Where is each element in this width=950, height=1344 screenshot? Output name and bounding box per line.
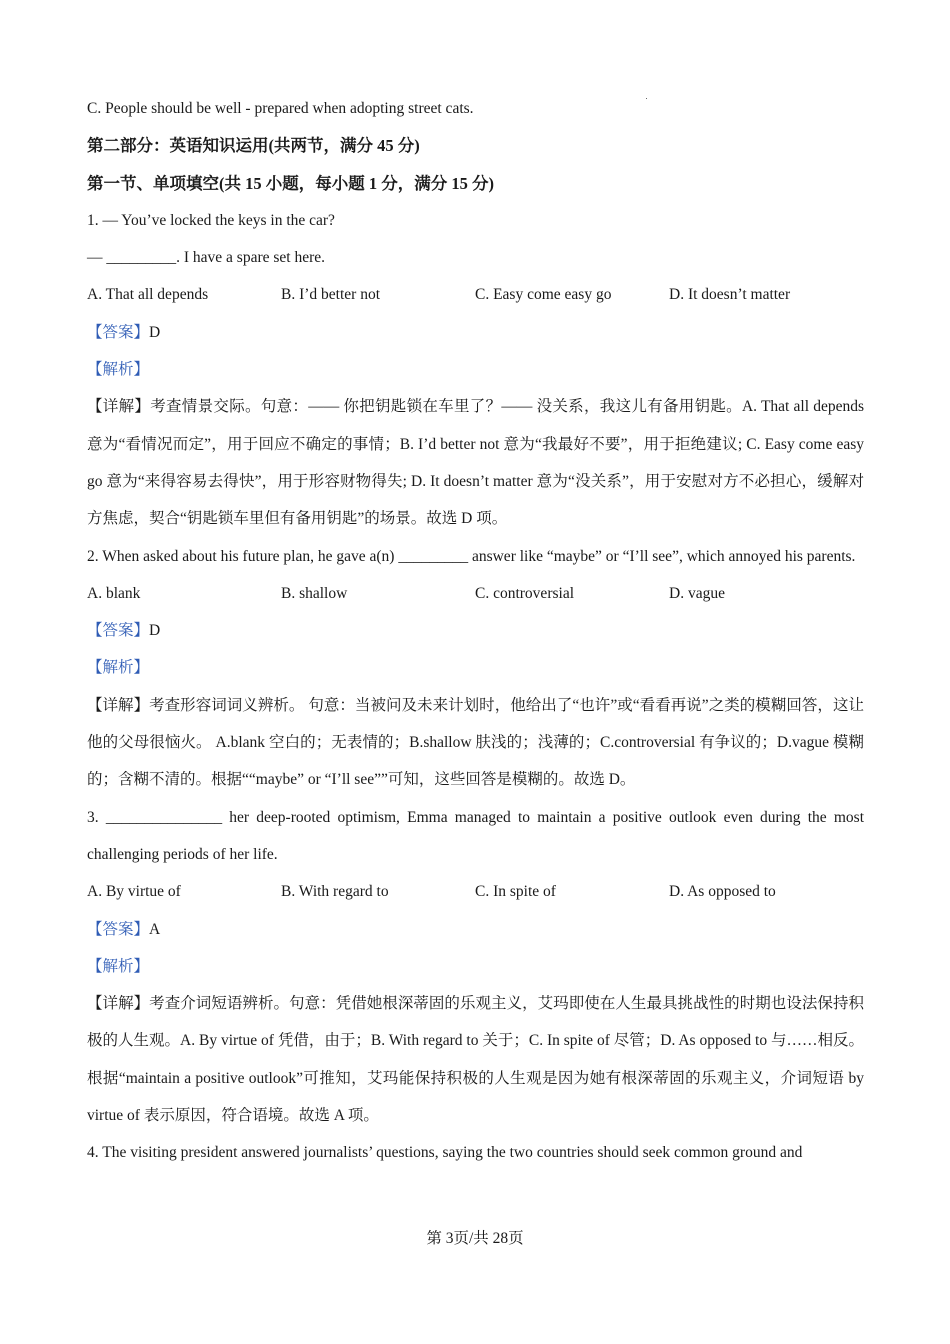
q1-detail xyxy=(87,388,864,537)
q3-answer xyxy=(87,911,864,948)
section1-heading: 第一节、单项填空(共 15 小题，每小题 1 分，满分 15 分) xyxy=(87,173,494,193)
q1-line1: 1. — You’ve locked the keys in the car? xyxy=(87,211,335,229)
q3-detail-text: 考查介词短语辨析。句意：凭借她根深蒂固的乐观主义，艾玛即使在人生最具挑战性的时期也设法保持积极的人生观。A. By virtue of 凭借，由于；B. With regard to 关于；C. In spite of 尽管；D. As opposed to 与……相反。根据“maintain a positive outlook”可推知，艾玛能保持积极的人生观是因为她有根深蒂固的乐观主义，介词短语 by virtue of 表示原因，符合语境。故选 A 项。 xyxy=(87,995,864,1125)
q1-option-a: A. That all depends xyxy=(87,286,209,304)
q1-answer-value: D xyxy=(149,323,161,341)
q3-detail xyxy=(87,985,864,1134)
detail-label: 【详解】 xyxy=(87,398,151,416)
answer-label: 【答案】 xyxy=(87,323,150,341)
q1-detail-text: 考查情景交际。句意：—— 你把钥匙锁在车里了？—— 没关系，我这儿有备用钥匙。A. That all depends 意为“看情况而定”，用于回应不确定的事情；B. I’d better not 意为“我最好不要”，用于拒绝建议; C. Easy come easy go 意为“来得容易去得快”，用于形容财物得失; D. It doesn’t matter 意为“没关系”，用于安慰对方不必担心，缓解对方焦虑，契合“钥匙锁车里但有备用钥匙”的场景。故选 D 项。 xyxy=(87,398,864,528)
document-page xyxy=(87,90,864,1172)
q2-answer-value: D xyxy=(149,622,161,640)
q1-option-d: D. It doesn’t matter xyxy=(669,286,791,304)
q3-analysis-label: 【解析】 xyxy=(87,957,150,975)
part2-heading: 第二部分：英语知识运用(共两节，满分 45 分) xyxy=(87,136,420,156)
q1-option-b: B. I’d better not xyxy=(281,286,381,304)
q3-option-a: A. By virtue of xyxy=(87,883,181,901)
q2-option-c: C. controversial xyxy=(475,584,575,602)
option-c-carryover: C. People should be well - prepared when adopting street cats. xyxy=(87,100,474,117)
page-footer: 第 3页/共 28页 xyxy=(426,1230,524,1247)
q1-analysis-label: 【解析】 xyxy=(87,361,150,379)
q3-answer-value: A xyxy=(149,920,161,938)
q1-answer xyxy=(87,314,864,351)
q2-option-a: A. blank xyxy=(87,584,141,602)
q2-detail xyxy=(87,687,864,799)
q2-detail-text: 考查形容词词义辨析。 句意：当被问及未来计划时，他给出了“也许”或“看看再说”之类的模糊回答，这让他的父母很恼火。 A.blank 空白的；无表情的；B.shallow 肤浅的；浅薄的；C.controversial 有争议的；D.vague 模糊的；含糊不清的。根据““maybe” or “I’ll see””可知，这些回答是模糊的。故选 D。 xyxy=(87,696,864,789)
q1-option-c: C. Easy come easy go xyxy=(475,286,612,304)
q2-analysis-label: 【解析】 xyxy=(87,659,150,677)
q2-answer xyxy=(87,612,864,649)
detail-label: 【详解】 xyxy=(87,995,150,1013)
answer-label: 【答案】 xyxy=(87,920,150,938)
q2-option-d: D. vague xyxy=(669,584,725,602)
q3-option-b: B. With regard to xyxy=(281,883,389,901)
answer-label: 【答案】 xyxy=(87,622,150,640)
q3-options xyxy=(87,873,864,910)
q3-option-c: C. In spite of xyxy=(475,883,556,901)
q1-options xyxy=(87,276,864,313)
q1-line2: — _________. I have a spare set here. xyxy=(87,249,326,267)
q2-option-b: B. shallow xyxy=(281,584,348,602)
q3-option-d: D. As opposed to xyxy=(669,883,776,901)
q4-stem: 4. The visiting president answered journalists’ questions, saying the two countries should seek common ground and xyxy=(87,1144,803,1162)
q3-stem: 3. _______________ her deep-rooted optimism, Emma managed to maintain a positive outlook even during the most challenging periods of her life. xyxy=(87,808,864,863)
detail-label: 【详解】 xyxy=(87,696,150,714)
q2-options xyxy=(87,575,864,612)
q2-stem: 2. When asked about his future plan, he gave a(n) _________ answer like “maybe” or “I’ll see”, which annoyed his parents. xyxy=(87,547,856,565)
